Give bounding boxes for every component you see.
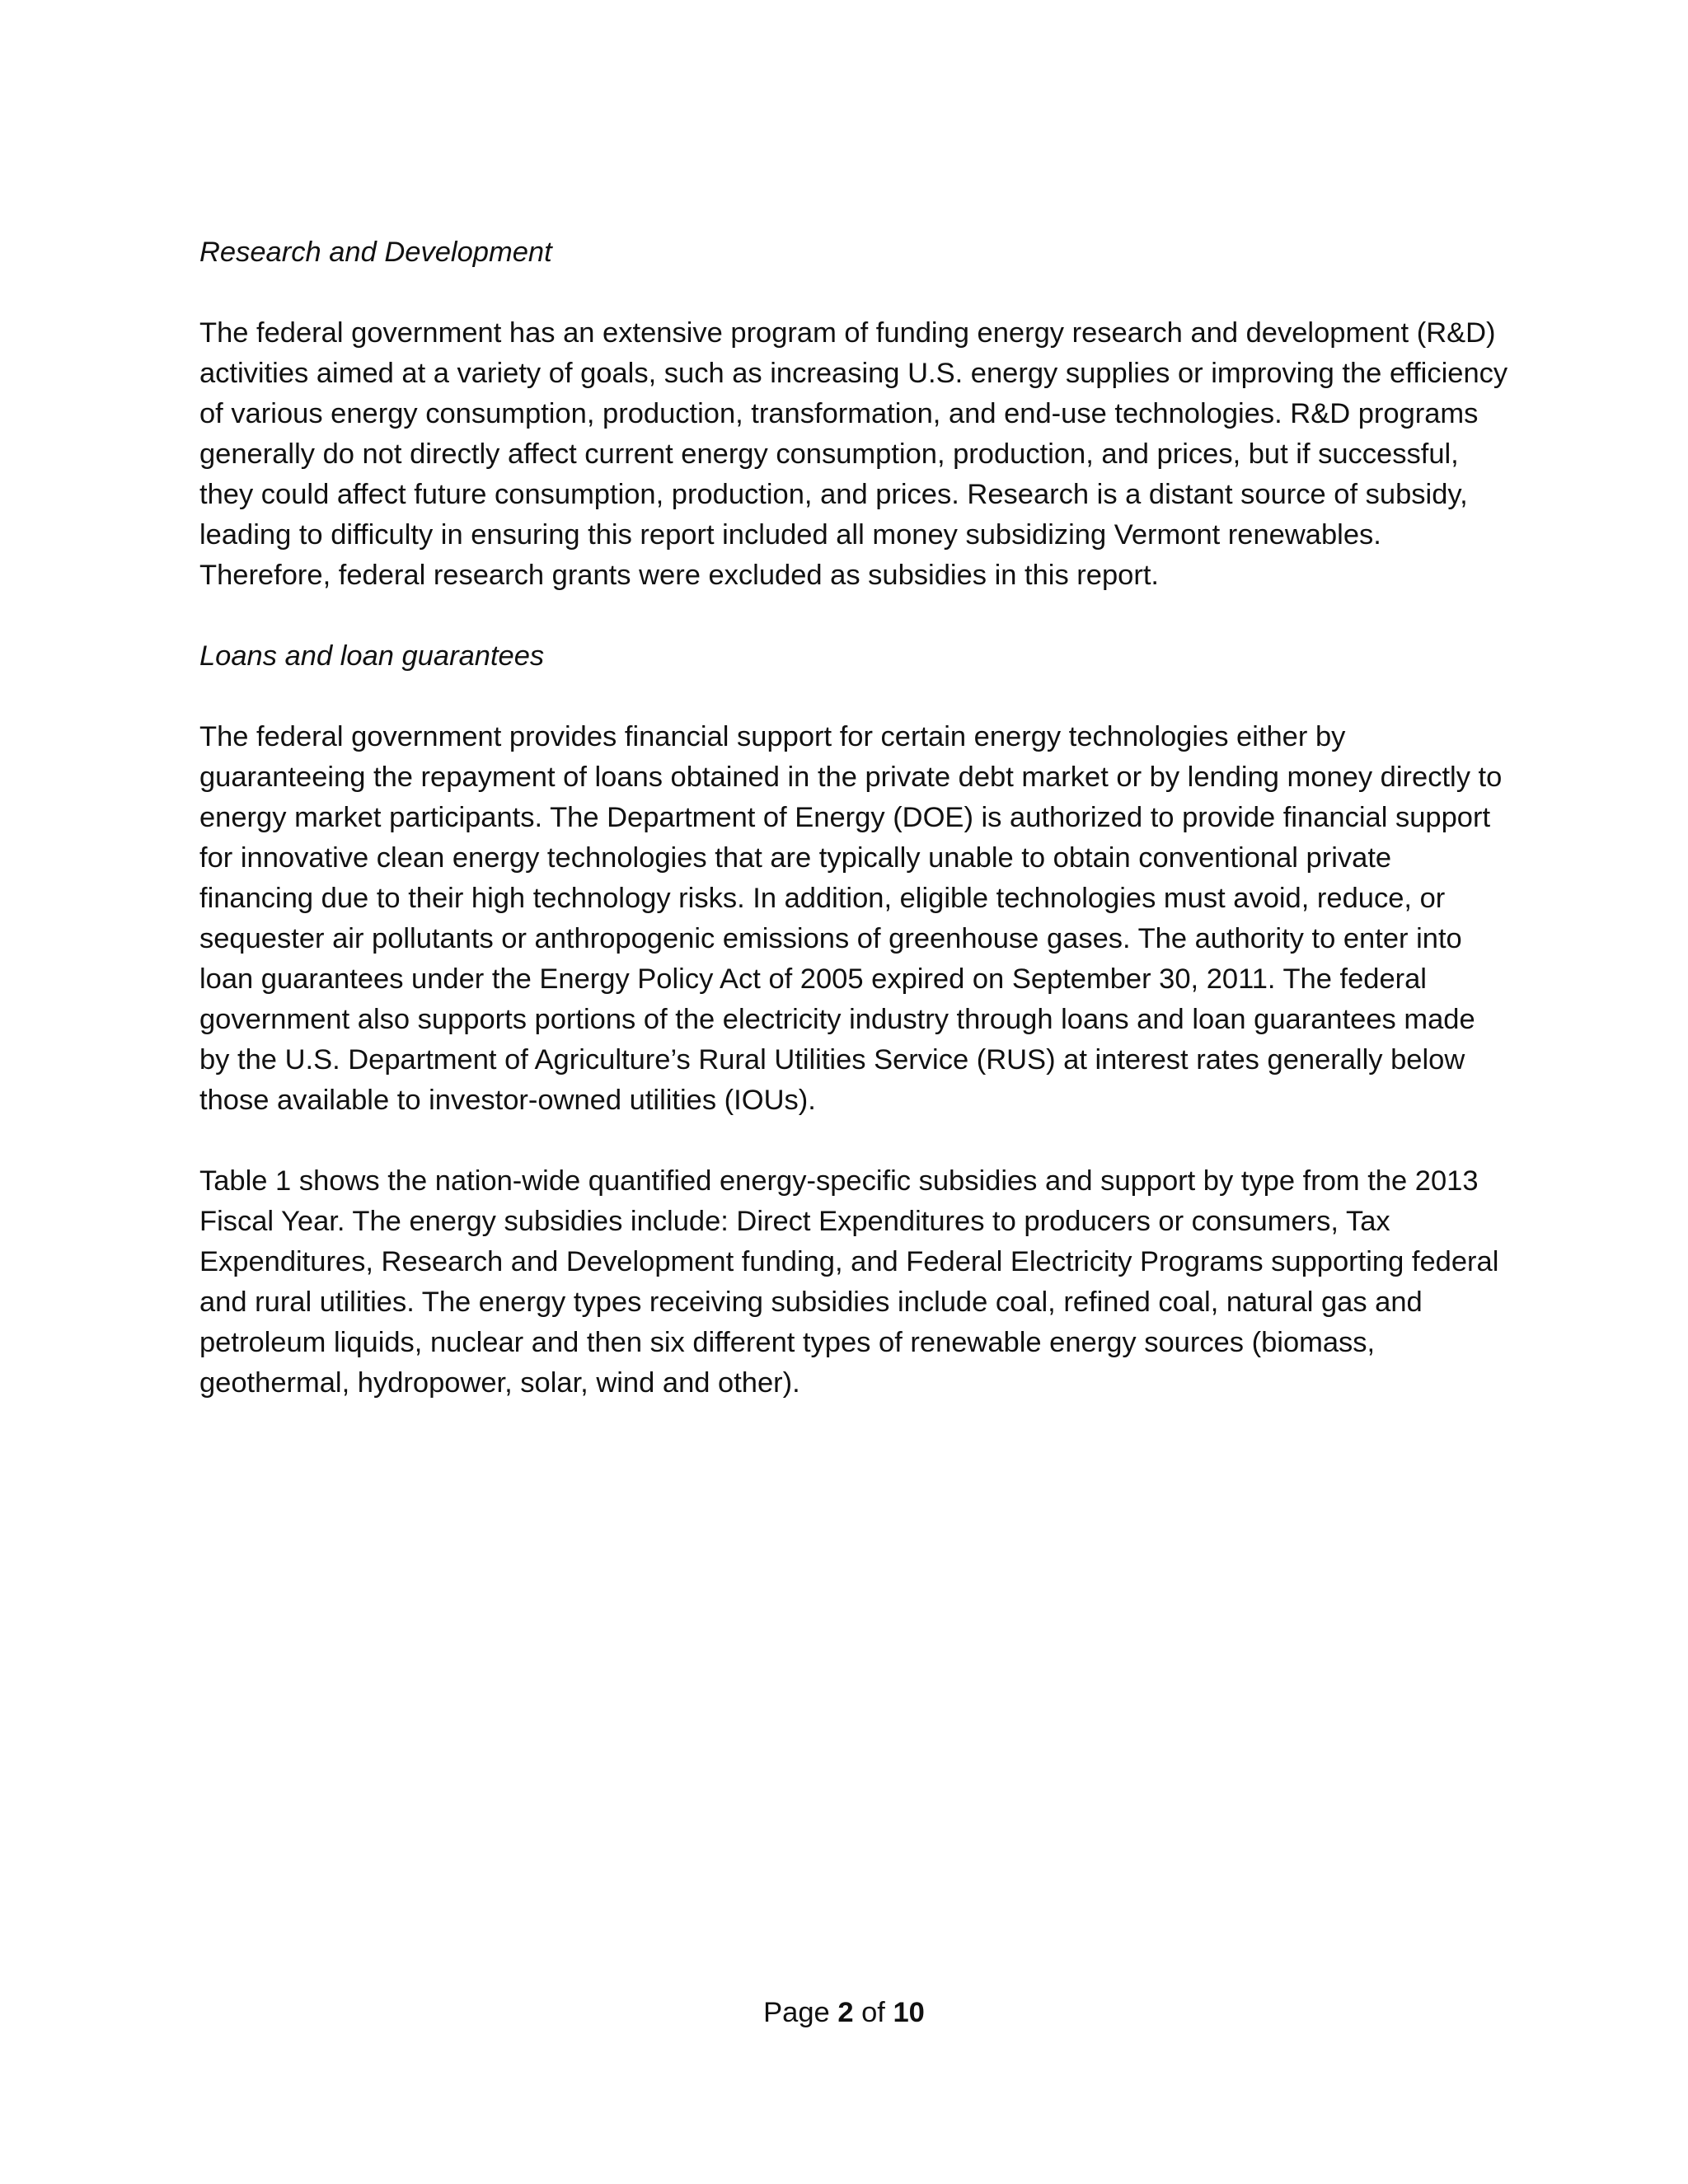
page-word: Page bbox=[763, 1997, 830, 2028]
section-paragraph-research-development: The federal government has an extensive program of funding energy research and development (R&D) activities aimed at a variety of goals, such as increasing U.S. energy supplies or improving the efficiency of various energy consumption, production, transformation, and end-use technologies. R&D programs generally do not directly affect current energy consumption, production, and prices, but if successful, they could affect future consumption, production, and prices. Research is a distant source of subsidy, leading to difficulty in ensuring this report included all money subsidizing Vermont renewables. Therefore, federal research grants were excluded as subsidies in this report. bbox=[199, 317, 1508, 591]
section-paragraph-loans: The federal government provides financial support for certain energy technologies either by guaranteeing the repayment of loans obtained in the private debt market or by lending money directly to energy market participants. The Department of Energy (DOE) is authorized to provide financial support for innovative clean energy technologies that are typically unable to obtain conventional private financing due to their high technology risks. In addition, eligible technologies must avoid, reduce, or sequester air pollutants or anthropogenic emissions of greenhouse gases. The authority to enter into loan guarantees under the Energy Policy Act of 2005 expired on September 30, 2011. The federal government also supports portions of the electricity industry through loans and loan guarantees made by the U.S. Department of Agriculture’s Rural Utilities Service (RUS) at interest rates generally below those available to investor-owned utilities (IOUs). bbox=[199, 721, 1503, 1116]
document-body bbox=[199, 232, 1510, 1404]
closing-paragraph-table-1: Table 1 shows the nation-wide quantified energy-specific subsidies and support by type from the 2013 Fiscal Year. The energy subsidies include: Direct Expenditures to producers or consumers, Tax Expenditures, Research and Development funding, and Federal Electricity Programs supporting federal and rural utilities. The energy types receiving subsidies include coal, refined coal, natural gas and petroleum liquids, nuclear and then six different types of renewable energy sources (biomass, geothermal, hydropower, solar, wind and other). bbox=[199, 1165, 1499, 1399]
page-number-footer bbox=[0, 1993, 1688, 2033]
section-heading-research-development: Research and Development bbox=[199, 237, 552, 268]
section-heading-loans: Loans and loan guarantees bbox=[199, 640, 545, 672]
of-word: of bbox=[861, 1997, 885, 2028]
total-pages-number: 10 bbox=[893, 1997, 925, 2028]
current-page-number: 2 bbox=[837, 1997, 854, 2028]
